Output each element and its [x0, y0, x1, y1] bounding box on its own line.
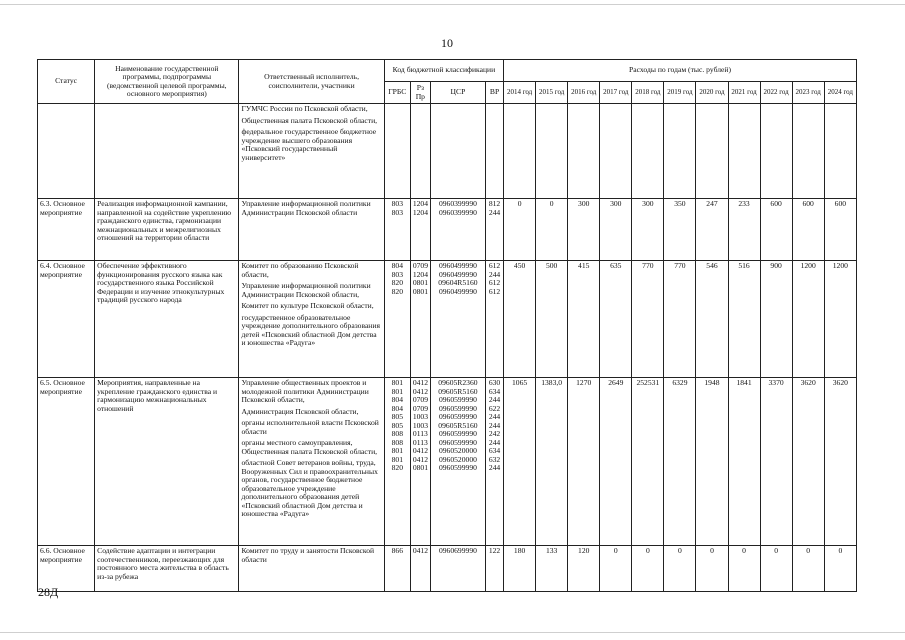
csr-value: 0960399990: [438, 199, 477, 208]
rzpr-value: 1003: [412, 420, 429, 430]
row-executors: [239, 546, 384, 592]
row-year-value: 1383,0: [536, 378, 568, 546]
row-year-value: 1200: [824, 261, 856, 378]
table-row: [38, 261, 857, 378]
grbs-value: 801: [391, 454, 403, 464]
row-executors: [239, 104, 384, 199]
grbs-value: 803: [391, 269, 403, 279]
row-year-value: 1841: [728, 378, 760, 546]
row-year-value: 600: [792, 199, 824, 261]
row-csr: [430, 378, 485, 546]
row-csr: [430, 104, 485, 199]
executor-line: федеральное государственное бюджетное учреждение высшего образования «Псковский государственный университет»: [241, 127, 377, 162]
row-year-value: 233: [728, 199, 760, 261]
row-year-value: 0: [504, 199, 536, 261]
row-year-value: 3620: [824, 378, 856, 546]
row-year-value: [536, 104, 568, 199]
header-year: 2019 год: [664, 82, 696, 104]
row-year-value: 635: [600, 261, 632, 378]
executor-line: Общественная палата Псковской области,: [241, 115, 378, 125]
header-year: 2015 год: [536, 82, 568, 104]
row-year-value: [824, 104, 856, 199]
row-vr: [485, 261, 503, 378]
rzpr-value: 1003: [412, 412, 429, 421]
executor-line: Комитет по образованию Псковской области,: [241, 261, 359, 279]
rzpr-value: 0412: [412, 454, 429, 464]
row-vr: [485, 546, 503, 592]
footer-mark: 28Д: [38, 585, 59, 599]
row-year-value: 0: [536, 199, 568, 261]
executor-line: областной Совет ветеранов войны, труда, Вооруженных Сил и правоохранительных органов, государственное бюджетное образовательное учреждение дополнительного образования детей «Псковский областной Дом детства и юношества «Радуга»: [241, 458, 378, 518]
executor-line: Управление информационной политики Администрации Псковской области: [241, 199, 371, 217]
table-row: [38, 378, 857, 546]
row-year-value: [728, 104, 760, 199]
row-year-value: 180: [504, 546, 536, 592]
header-year: 2016 год: [568, 82, 600, 104]
row-csr: [430, 199, 485, 261]
vr-value: 242: [488, 429, 501, 438]
rzpr-value: 1204: [412, 199, 429, 208]
grbs-value: 804: [391, 403, 403, 413]
header-year: 2024 год: [824, 82, 856, 104]
row-year-value: [504, 104, 536, 199]
row-status: 6.4. Основное мероприятие: [38, 261, 95, 378]
row-year-value: 252531: [632, 378, 664, 546]
header-year: 2020 год: [696, 82, 728, 104]
header-csr: ЦСР: [430, 82, 485, 104]
page-number: 10: [441, 36, 453, 50]
vr-value: 244: [488, 269, 501, 279]
row-name: Содействие адаптации и интеграции соотечественников, переезжающих для постоянного места жительства в область из-за рубежа: [95, 546, 239, 592]
grbs-value: 801: [391, 446, 403, 455]
vr-value: 612: [488, 261, 501, 270]
grbs-value: 803: [391, 207, 403, 217]
grbs-value: 803: [391, 199, 403, 208]
row-grbs: [384, 378, 410, 546]
vr-value: 244: [488, 437, 501, 447]
row-year-value: 2649: [600, 378, 632, 546]
csr-value: 0960599990: [438, 403, 477, 413]
rzpr-value: 0412: [412, 378, 429, 387]
csr-value: 0960699990: [438, 546, 477, 555]
row-year-value: 300: [568, 199, 600, 261]
row-year-value: 300: [600, 199, 632, 261]
row-year-value: 0: [792, 546, 824, 592]
csr-value: 0960499990: [438, 269, 477, 279]
row-status: [38, 104, 95, 199]
table-body: [38, 104, 857, 592]
row-year-value: 516: [728, 261, 760, 378]
csr-value: 09605R5160: [438, 386, 478, 396]
row-year-value: 1065: [504, 378, 536, 546]
grbs-value: 805: [391, 420, 403, 430]
scan-edge-bottom: [0, 632, 905, 633]
rzpr-value: 0709: [412, 261, 429, 270]
grbs-value: 820: [391, 278, 403, 287]
row-year-value: 247: [696, 199, 728, 261]
header-year: 2018 год: [632, 82, 664, 104]
row-grbs: [384, 104, 410, 199]
rzpr-value: 0709: [412, 395, 429, 404]
header-year: 2017 год: [600, 82, 632, 104]
header-code-group: Код бюджетной классификации: [384, 60, 503, 82]
rzpr-value: 0113: [412, 437, 428, 447]
rzpr-value: 1204: [412, 269, 429, 279]
row-year-value: 3620: [792, 378, 824, 546]
row-year-value: 770: [664, 261, 696, 378]
grbs-value: 805: [391, 412, 403, 421]
row-year-value: 600: [760, 199, 792, 261]
csr-value: 0960520000: [438, 446, 477, 455]
rzpr-value: 0801: [412, 286, 429, 296]
row-name: Обеспечение эффективного функционирования русского языка как государственного языка Российской Федерации и изучение этнокультурных традиций русского народа: [95, 261, 239, 378]
csr-value: 0960599990: [438, 463, 477, 472]
row-year-value: 500: [536, 261, 568, 378]
csr-value: 0960599990: [438, 412, 477, 421]
row-name: Реализация информационной кампании, направленной на содействие укреплению гражданского единства, гармонизации межнациональных и межрелигиозных отношений на территории области: [95, 199, 239, 261]
vr-value: 622: [488, 403, 501, 413]
row-status: 6.3. Основное мероприятие: [38, 199, 95, 261]
grbs-value: 801: [391, 378, 403, 387]
row-year-value: 770: [632, 261, 664, 378]
row-year-value: 6329: [664, 378, 696, 546]
executor-line: Комитет по труду и занятости Псковской области: [241, 546, 375, 564]
row-year-value: 0: [664, 546, 696, 592]
row-rzpr: [410, 546, 430, 592]
header-vr: ВР: [485, 82, 503, 104]
grbs-value: 866: [391, 546, 403, 555]
row-vr: [485, 199, 503, 261]
header-status: Статус: [38, 60, 95, 104]
row-year-value: [632, 104, 664, 199]
csr-value: 0960599990: [438, 395, 477, 404]
row-year-value: 600: [824, 199, 856, 261]
csr-value: 09605R5160: [438, 420, 478, 430]
row-year-value: 350: [664, 199, 696, 261]
row-grbs: [384, 261, 410, 378]
row-year-value: 0: [600, 546, 632, 592]
executor-line: органы местного самоуправления, Общественная палата Псковской области,: [241, 438, 378, 456]
row-grbs: [384, 199, 410, 261]
budget-table: [37, 59, 857, 592]
row-year-value: 1948: [696, 378, 728, 546]
vr-value: 244: [488, 207, 501, 217]
grbs-value: 808: [391, 429, 403, 438]
row-executors: [239, 199, 384, 261]
vr-value: 632: [488, 454, 501, 464]
header-year: 2021 год: [728, 82, 760, 104]
header-grbs: ГРБС: [384, 82, 410, 104]
row-executors: [239, 261, 384, 378]
header-executor: Ответственный исполнитель, соисполнители, участники: [239, 60, 384, 104]
csr-value: 0960399990: [438, 207, 477, 217]
grbs-value: 804: [391, 261, 403, 270]
row-year-value: 0: [728, 546, 760, 592]
row-year-value: [568, 104, 600, 199]
row-rzpr: [410, 104, 430, 199]
vr-value: 122: [488, 546, 501, 555]
row-csr: [430, 261, 485, 378]
row-year-value: 1270: [568, 378, 600, 546]
row-year-value: [600, 104, 632, 199]
table-row: [38, 104, 857, 199]
header-expenses-group: Расходы по годам (тыс. рублей): [504, 60, 857, 82]
table-row: [38, 199, 857, 261]
csr-value: 0960599990: [438, 429, 477, 438]
row-year-value: [792, 104, 824, 199]
vr-value: 612: [488, 286, 501, 296]
row-name: [95, 104, 239, 199]
grbs-value: 820: [391, 286, 403, 296]
vr-value: 244: [488, 463, 501, 472]
csr-value: 0960499990: [438, 286, 477, 296]
row-rzpr: [410, 199, 430, 261]
csr-value: 09604R5160: [438, 278, 478, 287]
rzpr-value: 0412: [412, 386, 429, 396]
header-name: Наименование государственной программы, подпрограммы (ведомственной целевой программы, основного мероприятия): [95, 60, 239, 104]
row-year-value: 0: [696, 546, 728, 592]
vr-value: 244: [488, 412, 501, 421]
table-row: [38, 546, 857, 592]
rzpr-value: 1204: [412, 207, 429, 217]
row-status: 6.6. Основное мероприятие: [38, 546, 95, 592]
csr-value: 0960499990: [438, 261, 477, 270]
row-year-value: 415: [568, 261, 600, 378]
csr-value: 0960599990: [438, 437, 477, 447]
row-rzpr: [410, 261, 430, 378]
grbs-value: 820: [391, 463, 403, 472]
row-grbs: [384, 546, 410, 592]
executor-line: Управление общественных проектов и молодежной политики Администрации Псковской области,: [241, 378, 369, 404]
executor-line: Управление информационной политики Администрации Псковской области,: [241, 281, 371, 299]
vr-value: 812: [488, 199, 501, 208]
vr-value: 630: [488, 378, 501, 387]
rzpr-value: 0412: [412, 546, 429, 555]
grbs-value: 804: [391, 395, 403, 404]
row-year-value: [696, 104, 728, 199]
scan-edge-top: [0, 4, 905, 5]
row-year-value: 546: [696, 261, 728, 378]
row-year-value: 0: [824, 546, 856, 592]
row-year-value: 0: [632, 546, 664, 592]
executor-line: органы исполнительной власти Псковской области: [241, 418, 379, 436]
row-vr: [485, 378, 503, 546]
csr-value: 0960520000: [438, 454, 477, 464]
row-rzpr: [410, 378, 430, 546]
rzpr-value: 0801: [412, 278, 429, 287]
grbs-value: 801: [391, 386, 403, 396]
row-year-value: 450: [504, 261, 536, 378]
header-year: 2023 год: [792, 82, 824, 104]
row-year-value: 900: [760, 261, 792, 378]
rzpr-value: 0412: [412, 446, 429, 455]
row-executors: [239, 378, 384, 546]
vr-value: 634: [488, 386, 501, 396]
csr-value: 09605R2360: [438, 378, 478, 387]
row-year-value: 300: [632, 199, 664, 261]
vr-value: 244: [488, 395, 501, 404]
row-csr: [430, 546, 485, 592]
vr-value: 612: [488, 278, 501, 287]
grbs-value: 808: [391, 437, 403, 447]
row-year-value: 0: [760, 546, 792, 592]
rzpr-value: 0113: [412, 429, 428, 438]
executor-line: ГУМЧС России по Псковской области,: [241, 104, 368, 113]
row-year-value: 133: [536, 546, 568, 592]
row-vr: [485, 104, 503, 199]
vr-value: 634: [488, 446, 501, 455]
executor-line: Комитет по культуре Псковской области,: [241, 301, 374, 310]
row-status: 6.5. Основное мероприятие: [38, 378, 95, 546]
rzpr-value: 0709: [412, 403, 429, 413]
row-year-value: 120: [568, 546, 600, 592]
row-year-value: [664, 104, 696, 199]
row-name: Мероприятия, направленные на укрепление гражданского единства и гармонизацию межнациональных отношений: [95, 378, 239, 546]
executor-line: государственное образовательное учреждение дополнительного образования детей «Псковский областной Дом детства и юношества «Радуга»: [241, 312, 380, 347]
rzpr-value: 0801: [412, 463, 429, 472]
executor-line: Администрация Псковской области,: [241, 406, 359, 416]
header-year: 2014 год: [504, 82, 536, 104]
row-year-value: 3370: [760, 378, 792, 546]
row-year-value: [760, 104, 792, 199]
row-year-value: 1200: [792, 261, 824, 378]
vr-value: 244: [488, 420, 501, 430]
header-rzpr: Рз Пр: [410, 82, 430, 104]
header-year: 2022 год: [760, 82, 792, 104]
